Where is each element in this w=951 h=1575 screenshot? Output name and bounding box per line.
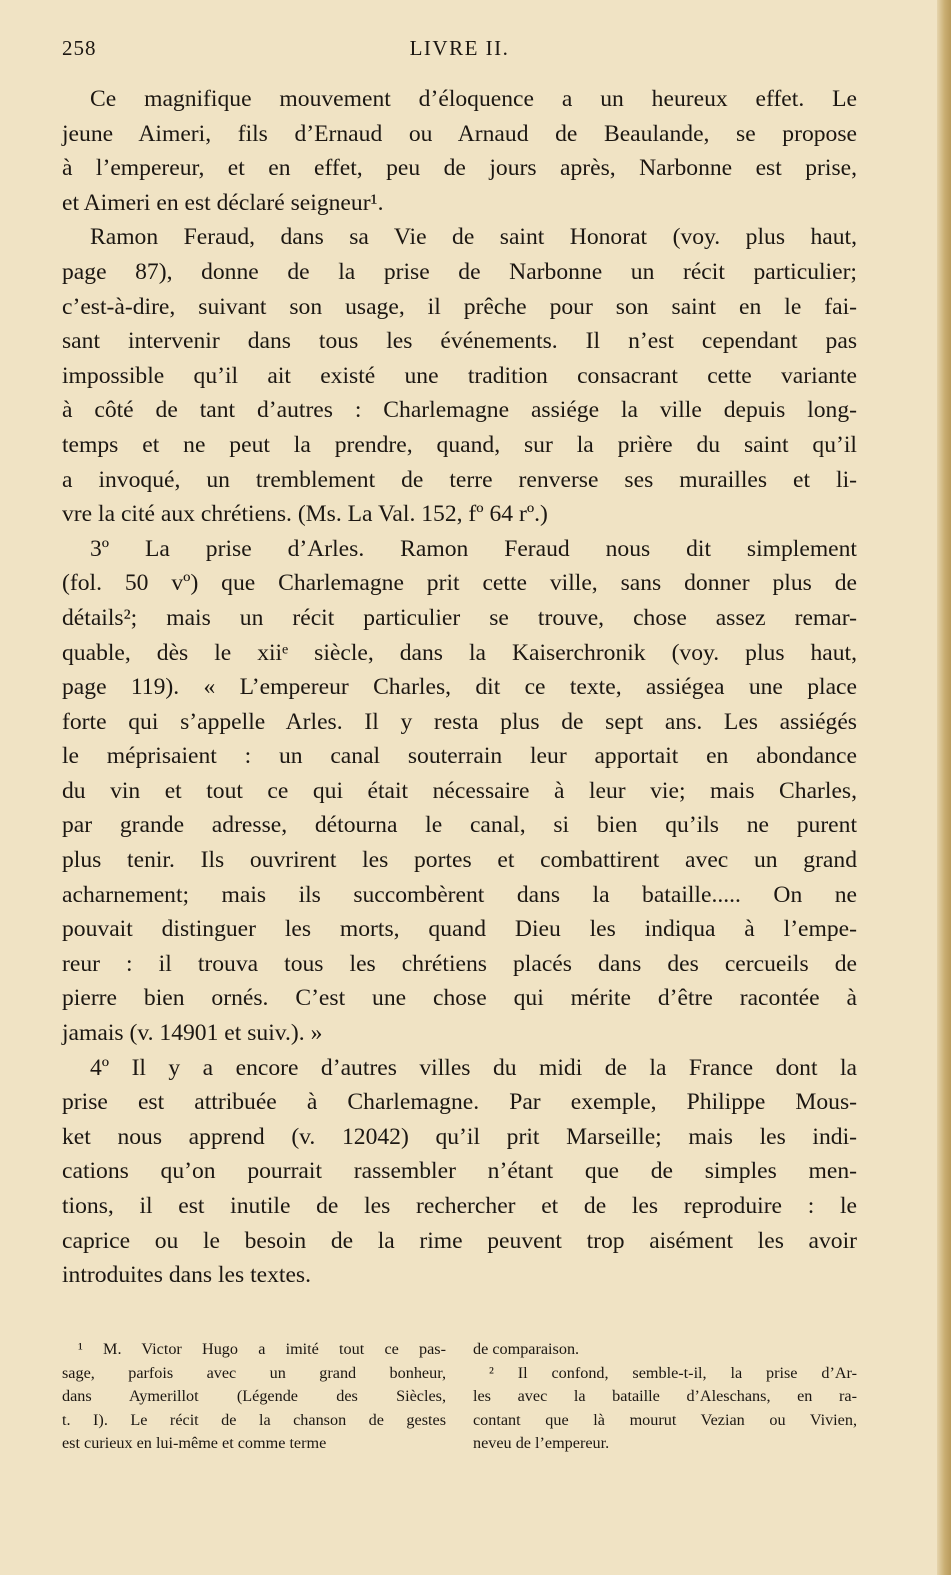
footnote-line: de comparaison. — [473, 1340, 580, 1358]
text-line: temps et ne peut la prendre, quand, sur la prière du saint qu’il — [62, 431, 857, 458]
text-line: à côté de tant d’autres : Charlemagne assiége la ville depuis long- — [62, 397, 857, 424]
text-line: tions, il est inutile de les rechercher et de les reproduire : le — [62, 1193, 857, 1219]
text-line: jamais (v. 14901 et suiv.). » — [62, 1020, 323, 1047]
text-line: 3º La prise d’Arles. Ramon Feraud nous dit simplement — [90, 535, 857, 562]
text-line: du vin et tout ce qui était nécessaire à leur vie; mais Charles, — [62, 777, 857, 804]
text-line: et Aimeri en est déclaré seigneur¹. — [62, 189, 384, 216]
footnote-line: dans Aymerillot (Légende des Siècles, — [62, 1387, 446, 1405]
text-line: reur : il trouva tous les chrétiens placés dans des cercueils de — [62, 950, 857, 977]
running-head: LIVRE II. — [409, 36, 510, 60]
text-line: cations qu’on pourrait rassembler n’étant que de simples men- — [62, 1158, 857, 1185]
paragraph — [62, 532, 857, 1051]
footnote-line: est curieux en lui-même et comme terme — [62, 1434, 327, 1452]
text-line: acharnement; mais ils succombèrent dans la bataille..... On ne — [62, 881, 857, 908]
text-line: page 87), donne de la prise de Narbonne un récit particulier; — [62, 258, 857, 285]
text-line: caprice ou le besoin de la rime peuvent trop aisément les avoir — [62, 1227, 857, 1254]
footnotes-left-column — [62, 1338, 446, 1456]
footnote-line: contant que là mourut Vezian ou Vivien, — [473, 1410, 857, 1429]
paragraph — [62, 220, 857, 531]
paragraph — [62, 82, 857, 220]
text-line: à l’empereur, et en effet, peu de jours après, Narbonne est prise, — [62, 155, 857, 182]
text-line: (fol. 50 vº) que Charlemagne prit cette ville, sans donner plus de — [62, 570, 857, 597]
footnotes — [62, 1338, 857, 1456]
footnote-line: sage, parfois avec un grand bonheur, — [62, 1363, 446, 1382]
footnote-line: t. I). Le récit de la chanson de gestes — [62, 1410, 446, 1429]
text-line: quable, dès le xiiᵉ siècle, dans la Kaiserchronik (voy. plus haut, — [62, 639, 857, 666]
footnote-line: neveu de l’empereur. — [473, 1434, 610, 1452]
text-line: introduites dans les textes. — [62, 1262, 312, 1289]
page-edge — [937, 0, 951, 1575]
text-line: plus tenir. Ils ouvrirent les portes et combattirent avec un grand — [62, 847, 857, 874]
text-line: impossible qu’il ait existé une tradition consacrant cette variante — [62, 362, 857, 389]
text-line: détails²; mais un récit particulier se trouve, chose assez remar- — [62, 604, 857, 631]
text-line: pouvait distinguer les morts, quand Dieu les indiqua à l’empe- — [62, 916, 857, 943]
page-number: 258 — [62, 36, 97, 60]
footnotes-right-column — [473, 1338, 857, 1456]
footnote-line: les avec la bataille d’Aleschans, en ra- — [473, 1387, 857, 1405]
main-text — [62, 82, 857, 1293]
text-line: ket nous apprend (v. 12042) qu’il prit Marseille; mais les indi- — [62, 1123, 857, 1150]
text-line: vre la cité aux chrétiens. (Ms. La Val. 152, fº 64 rº.) — [62, 501, 548, 528]
footnote-line: ² Il confond, semble-t-il, la prise d’Ar- — [489, 1363, 857, 1382]
text-line: c’est-à-dire, suivant son usage, il prêche pour son saint en le fai- — [62, 293, 857, 320]
text-line: prise est attribuée à Charlemagne. Par exemple, Philippe Mous- — [62, 1089, 857, 1116]
text-line: forte qui s’appelle Arles. Il y resta plus de sept ans. Les assiégés — [62, 708, 857, 735]
text-line: page 119). « L’empereur Charles, dit ce texte, assiégea une place — [62, 674, 857, 701]
footnote-line: ¹ M. Victor Hugo a imité tout ce pas- — [78, 1340, 446, 1358]
text-line: Ce magnifique mouvement d’éloquence a un heureux effet. Le — [90, 86, 857, 112]
paragraph — [62, 1051, 857, 1293]
text-line: le méprisaient : un canal souterrain leur apportait en abondance — [62, 743, 857, 770]
page-header — [62, 36, 857, 62]
text-line: Ramon Feraud, dans sa Vie de saint Honorat (voy. plus haut, — [90, 224, 857, 251]
text-line: 4º Il y a encore d’autres villes du midi de la France dont la — [90, 1054, 857, 1081]
text-line: sant intervenir dans tous les événements. Il n’est cependant pas — [62, 328, 857, 355]
text-line: pierre bien ornés. C’est une chose qui mérite d’être racontée à — [62, 985, 857, 1012]
text-line: jeune Aimeri, fils d’Ernaud ou Arnaud de Beaulande, se propose — [62, 120, 857, 147]
text-line: a invoqué, un tremblement de terre renverse ses murailles et li- — [62, 466, 857, 493]
text-line: par grande adresse, détourna le canal, si bien qu’ils ne purent — [62, 812, 857, 839]
